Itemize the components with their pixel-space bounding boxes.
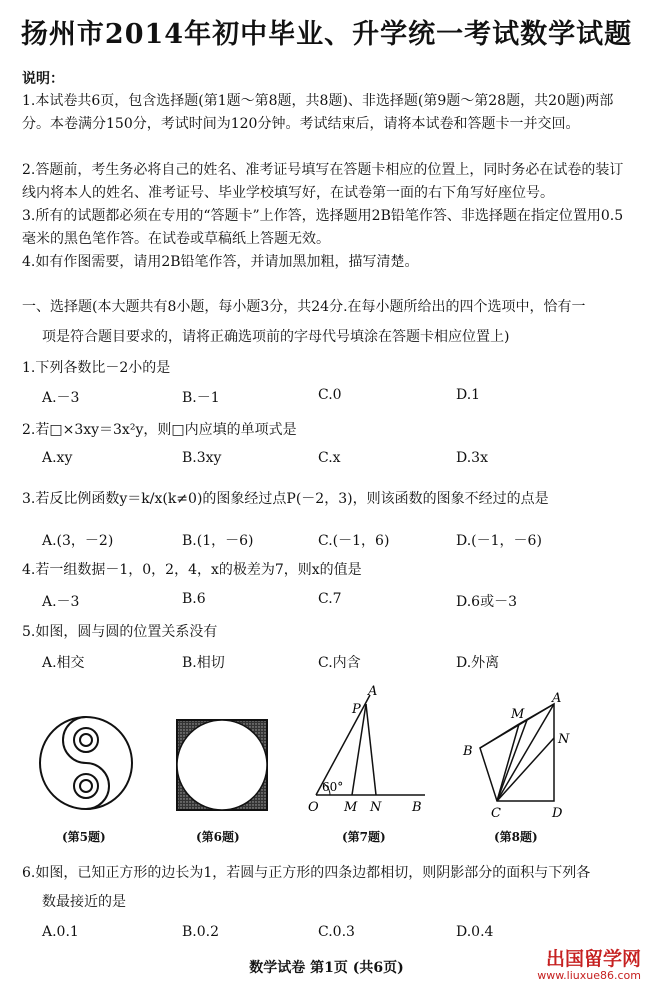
question-2-options [0,450,653,472]
fig7-angle-label: 60° [322,780,344,794]
q5-option-a: A.相交 [42,655,85,671]
fig7-label-b: B [412,800,422,815]
watermark-url: www.liuxue86.com [537,969,641,982]
question-4-stem: 4.若一组数据－1，0，2，4，x的极差为7，则x的值是 [22,562,362,578]
q3-option-d: D.(－1，－6) [456,533,542,549]
q4-option-c: C.7 [318,591,342,607]
question-1-stem: 1.下列各数比－2小的是 [22,360,171,376]
q2-option-a: A.xy [42,450,73,466]
watermark-text: 出国留学网 [545,948,641,970]
q2-option-c: C.x [318,450,341,466]
q6-option-a: A.0.1 [42,924,79,940]
q4-option-a: A.－3 [42,594,80,610]
q6-option-c: C.0.3 [318,924,355,940]
q2-option-d: D.3x [456,450,488,466]
q5-option-c: C.内含 [318,655,361,671]
q3-option-a: A.(3，－2) [42,533,114,549]
q1-option-d: D.1 [456,387,481,403]
fig8-label-m: M [511,707,525,722]
fig7-label-a: A [368,685,378,699]
q3-option-c: C.(－1，6) [318,533,390,549]
caption-figure-6: (第6题) [196,830,240,844]
q5-option-d: D.外离 [456,655,500,671]
figure-6 [174,717,270,813]
q4-option-d: D.6或－3 [456,594,517,610]
q6-option-d: D.0.4 [456,924,494,940]
fig8-label-c: C [491,806,501,821]
fig8-label-a: A [552,691,562,706]
fig8-label-d: D [552,806,563,821]
fig7-label-o: O [308,800,319,815]
instruction-3: 3.所有的试题都必须在专用的“答题卡”上作答，选择题用2B铅笔作答、非选择题在指定位置用0.5毫米的黑色笔作答。在试卷或草稿纸上答题无效。 [22,208,624,247]
q2-option-b: B.3xy [182,450,222,466]
q5-option-b: B.相切 [182,655,225,671]
instruction-1: 1.本试卷共6页，包含选择题(第1题～第8题，共8题)、非选择题(第9题～第28题，共20题)两部分。本卷满分150分，考试时间为120分钟。考试结束后，请将本试卷和答题卡一并交回。 [22,93,614,132]
question-4-options [0,591,653,613]
q1-option-c: C.0 [318,387,342,403]
question-6-line2: 数最接近的是 [42,894,126,910]
exam-title: 扬州市2014年初中毕业、升学统一考试数学试题 [20,19,633,50]
caption-figure-8: (第8题) [494,830,538,844]
caption-figure-7: (第7题) [342,830,386,844]
page-footer: 数学试卷 第1页 (共6页) [249,960,404,976]
q1-option-b: B.－1 [182,390,220,406]
section1-line1: 一、选择题(本大题共有8小题，每小题3分，共24分.在每小题所给出的四个选项中，恰有一 [22,299,586,315]
section1-line2: 项是符合题目要求的，请将正确选项前的字母代号填涂在答题卡相应位置上) [42,329,510,345]
instructions-heading: 说明： [22,71,64,87]
q4-option-b: B.6 [182,591,206,607]
figure-8 [455,688,585,822]
fig8-label-b: B [463,744,473,759]
question-6-line1: 6.如图，已知正方形的边长为1，若圆与正方形的四条边都相切，则阴影部分的面积与下列各 [22,865,591,881]
fig7-label-m: M [344,800,358,815]
fig7-label-n: N [370,800,382,815]
fig8-label-n: N [558,732,570,747]
instruction-4: 4.如有作图需要，请用2B铅笔作答，并请加黑加粗，描写清楚。 [22,254,419,270]
question-5-stem: 5.如图，圆与圆的位置关系没有 [22,624,218,640]
question-3-stem: 3.若反比例函数y＝k/x(k≠0)的图象经过点P(－2，3)，则该函数的图象不经过的点是 [22,491,549,507]
fig7-label-p: P [352,702,361,717]
question-3-options [0,530,653,552]
q1-option-a: A.－3 [42,390,80,406]
question-6-options [0,924,653,946]
caption-figure-5: (第5题) [62,830,106,844]
q6-option-b: B.0.2 [182,924,220,940]
instruction-2: 2.答题前，考生务必将自己的姓名、准考证号填写在答题卡相应的位置上，同时务必在试卷的装订线内将本人的姓名、准考证号、毕业学校填写好，在试卷第一面的右下角写好座位号。 [22,162,624,201]
figure-5 [38,715,134,811]
q3-option-b: B.(1，－6) [182,533,254,549]
question-2-stem: 2.若□×3xy＝3x²y，则□内应填的单项式是 [22,422,297,438]
figure-7 [300,685,440,819]
site-watermark [513,944,641,986]
question-5-options [0,652,653,674]
question-1-options [0,387,653,409]
